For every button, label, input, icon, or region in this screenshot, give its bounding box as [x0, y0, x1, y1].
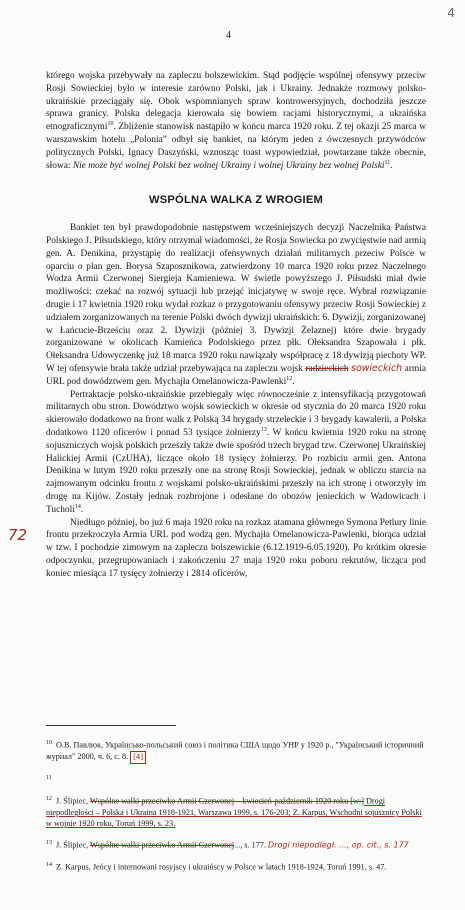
paragraph-1: którego wojska przebywały na zapleczu bolszewickim. Stąd podjęcie wspólnej ofensywy przeciw Rosji Sowieckiej było w interesie zarówno Polski, jak i Ukrainy. Jednakże rozmowy polsko-ukraińskie przeciągały się. Obok wspomnianych spraw kontrowersyjnych, dochodziła jeszcze sprawa granicy. Polska delegacja kierowała się bowiem racjami historycznymi, a ukraińska etnograficznymi$^{10}$. Zbliżenie stanowisk nastąpiło w końcu marca 1920 roku. Z tej okazji 25 marca w warszawskim hotelu „Polonia” odbył się bankiet, na którym jeden z ówczesnych przywódców politycznych Polski, Ignacy Daszyński, wznosząc toast wypowiedział, powtarzane także obecnie, słowa: Nie może być wolnej Polski bez wolnej Ukrainy i wolnej Ukrainy bez wolnej Polski$^{11}$. — [46, 71, 426, 171]
paragraph-1-text-b: . Zbliżenie stanowisk nastąpiło w końcu marca 1920 roku. Z tej okazji 25 marca w warszawskim hotelu „Polonia” odbył się bankiet, na którym jeden z ówczesnych przywódców politycznych Polski, Ignacy Daszyński, wznosząc toast wypowiedział, powtarzane także obecnie, słowa: — [46, 122, 426, 171]
struck-word: radzieckich — [305, 363, 349, 374]
footnote-text: О.В. Павлюк, Українсько-польський союз і політика США щодо УНР у 1920 р., "Український історичний журнал" 2000, ч. 6, с. 8. — [46, 740, 424, 761]
handwritten-margin-note: 72 — [8, 526, 28, 544]
struck-citation: Wspólne walki przeciwko Armii Czerwonej — [89, 840, 235, 850]
footnote-ref-13: 13 — [260, 426, 267, 433]
handwritten-footnote-note: Drogi niepodległ. ..., op. cit., s. 177 — [268, 840, 409, 850]
handwritten-correction: sowieckich — [351, 362, 403, 374]
handwritten-page-mark: 4 — [447, 6, 455, 20]
paragraph-2: Bankiet ten był prawdopodobnie następstwem wcześniejszych decyzji Naczelnika Państwa Polskiego J. Piłsudskiego, który otrzymał wiadomości, że Rosja Sowiecka po zwycięstwie nad armią gen. A. Denikina, przystąpię do realizacji ofensywnych działań militarnych przeciw Polsce w oparciu o plan gen. Borysa Szaposznikowa, zatwierdzony 10 marca 1920 roku przez Naczelnego Wodza Armii Czerwonej Siergieja Kamieniewa. W świetle powyższego J. Piłsudski miał dwie możliwości: czekać na rozwój sytuacji lub przejąć inicjatywę w swoje ręce. Wybrał rozwiązanie drugie i 17 kwietnia 1920 roku wydał rozkaz o przygotowaniu ofensywy przeciw Rosji Sowieckiej z udziałem zorganizowanych na terenie Polski dwóch dywizji ukraińskich: 6. Dywizji, zorganizowanej w Łańcucie-Brześciu oraz 2. Dywizji (później 3. Dywizji Żelaznej) które dwie brygady zorganizowane w okolicach Kamieńca Podolskiego przez płk. Ołeksandra Szapowała i płk. Ołeksandra Udowyczenkę już 18 marca 1920 roku nawiązały współpracę z 18 dywizją piechoty WP. W tej ofensywie brała także udział przebywająca na zapleczu wojsk radzieckich sowieckich armia URL pod dowództwem gen. Mychajła Omelanowicza-Pawlenki$^{12}$. — [46, 223, 426, 387]
paragraph-3-text-b: . W końcu kwietnia 1920 roku na stronę sojuszniczych wojsk polskich przeszły także dwie spośród trzech brygad tzw. Czerwonej Ukraińskiej Halickiej Armii (CzUHA), liczące około 18 tysięcy żołnierzy. Po rozbiciu armii gen. Antona Denikina w lutym 1920 roku przeszły one na stronę Rosji Sowieckiej, jednak w obliczu starcia na zajmowanym odcinku frontu z wojskami polsko-ukraińskimi przeszły na ich stronę i otworzyły im drogę na Kijów. Zostały jednak rozbrojone i odesłane do obozów jenieckich w Wadowicach i Tucholi — [46, 427, 426, 515]
footnote-text-b: ..., s. 177. — [234, 840, 266, 850]
footnote-number: 14 — [46, 861, 52, 868]
paragraph-4: Niedługo później, bo już 6 maja 1920 roku na rozkaz atamana głównego Symona Petlury linie frontu przekroczyła Armia URL pod wodzą gen. Mychajła Omelanowicza-Pawlenki, biorąca udział w tzw. I pochodzie zimowym na zapleczu bolszewickie (6.12.1919-6.05.1920). Po krótkim okresie odpoczynku, przegrupowaniach i zakończeniu 27 maja 1920 roku poboru rekrutów, licząca pod koniec miesiąca 17 tysięcy żołnierzy i 2814 oficerów, — [46, 517, 426, 579]
footnote-number: 11 — [46, 774, 52, 781]
footnote-12 — [46, 794, 426, 829]
handwritten-box-note: [4] — [130, 751, 146, 764]
paragraph-2-text-b: armia URL pod dowództwem gen. Mychajła Omelanowicza-Pawlenki — [46, 363, 426, 387]
paragraph-3: Pertraktacje polsko-ukraińskie przebiegały więc równocześnie z intensyfikacją przygotowań militarnych obu stron. Dowództwo wojsk sowieckich w okresie od stycznia do 20 marca 1920 roku skierowało dodatkowo na front walk z Polską 34 brygady strzeleckie i 3 brygady kawalerii, a Polska dodatkowo 1120 oficerów i ponad 53 tysiące żołnierzy$^{13}$. W końcu kwietnia 1920 roku na stronę sojuszniczych wojsk polskich przeszły także dwie spośród trzech brygad tzw. Czerwonej Ukraińskiej Halickiej Armii (CzUHA), liczące około 18 tysięcy żołnierzy. Po rozbiciu armii gen. Antona Denikina w lutym 1920 roku przeszły one na stronę Rosji Sowieckiej, jednak w obliczu starcia na zajmowanym odcinku frontu z wojskami polsko-ukraińskimi przeszły na ich stronę i otworzyły im drogę na Kijów. Zostały jednak rozbrojone i odesłane do obozów jenieckich w Wadowicach i Tucholi$^{14}$. — [46, 389, 426, 515]
footnote-10 — [46, 738, 426, 764]
section-heading: WSPÓLNA WALKA Z WROGIEM — [148, 194, 324, 207]
footnote-text: Z. Karpus, Jeńcy i internowani rosyjscy i ukraińscy w Polsce w latach 1918-1924, Toruń 1991, s. 47. — [56, 862, 387, 872]
footnote-text-a: J. Ślipiec, — [56, 840, 90, 850]
footnote-ref-11: 11 — [384, 159, 391, 166]
struck-citation: Wspólne walki przeciwko Armii Czerwonej – kwiecień-październik 1920 roku [w:] — [89, 797, 364, 807]
footnotes — [46, 738, 426, 882]
footnote-ref-12: 12 — [286, 375, 293, 382]
page-number: 4 — [226, 30, 231, 41]
daszynski-quote: Nie może być wolnej Polski bez wolnej Ukrainy i wolnej Ukrainy bez wolnej Polski — [72, 160, 385, 171]
footnote-number: 12 — [46, 796, 52, 803]
footnote-number: 13 — [46, 840, 52, 847]
footnote-ref-10: 10 — [107, 121, 114, 128]
paragraph-3-text-a: Pertraktacje polsko-ukraińskie przebiegały więc równocześnie z intensyfikacją przygotowań militarnych obu stron. Dowództwo wojsk sowieckich w okresie od stycznia do 20 marca 1920 roku skierowało dodatkowo na front walk z Polską 34 brygady strzeleckie i 3 brygady kawalerii, a Polska dodatkowo 1120 oficerów i ponad 53 tysiące żołnierzy — [46, 389, 426, 438]
paragraph-2-text-a: Bankiet ten był prawdopodobnie następstwem wcześniejszych decyzji Naczelnika Państwa Polskiego J. Piłsudskiego, który otrzymał wiadomości, że Rosja Sowiecka po zwycięstwie nad armią gen. A. Denikina, przystąpię do realizacji ofensywnych działań militarnych przeciw Polsce w oparciu o plan gen. Borysa Szaposznikowa, zatwierdzony 10 marca 1920 roku przez Naczelnego Wodza Armii Czerwonej Siergieja Kamieniewa. W świetle powyższego J. Piłsudski miał dwie możliwości: czekać na rozwój sytuacji lub przejąć inicjatywę w swoje ręce. Wybrał rozwiązanie drugie i 17 kwietnia 1920 roku wydał rozkaz o przygotowaniu ofensywy przeciw Rosji Sowieckiej z udziałem zorganizowanych na terenie Polski dwóch dywizji ukraińskich: 6. Dywizji, zorganizowanej w Łańcucie-Brześciu oraz 2. Dywizji (później 3. Dywizji Żelaznej) które dwie brygady zorganizowane w okolicach Kamieńca Podolskiego przez płk. Ołeksandra Szapowała i płk. Ołeksandra Udowyczenkę już 18 marca 1920 roku nawiązały współpracę z 18 dywizją piechoty WP. W tej ofensywie brała także udział przebywająca na zapleczu wojsk — [46, 223, 426, 374]
footnote-ref-14: 14 — [74, 503, 81, 510]
footnote-11 — [46, 773, 426, 786]
main-text — [46, 70, 426, 580]
footnote-text-a: J. Ślipiec, — [56, 797, 90, 807]
footnote-text-b: Drogi niepodległości – Polska i Ukraina 1918-1921, Warszawa 1999, s. 176-203; Z. Karpus, Wschodni sojusznicy Polski w wojnie 1920 roku, Toruń 1999, s. 23. — [46, 797, 422, 829]
footnote-divider — [46, 725, 176, 726]
footnote-14 — [46, 860, 426, 873]
footnote-number: 10 — [46, 740, 52, 746]
footnote-13 — [46, 838, 426, 851]
paragraph-1-text-a: którego wojska przebywały na zapleczu bolszewickim. Stąd podjęcie wspólnej ofensywy przeciw Rosji Sowieckiej było w interesie zarówno Polski, jak i Ukrainy. Jednakże rozmowy polsko-ukraińskie przeciągały się. Obok wspomnianych spraw kontrowersyjnych, dochodziła jeszcze sprawa granicy. Polska delegacja kierowała się bowiem racjami historycznymi, a ukraińska etnograficznymi — [46, 71, 426, 133]
